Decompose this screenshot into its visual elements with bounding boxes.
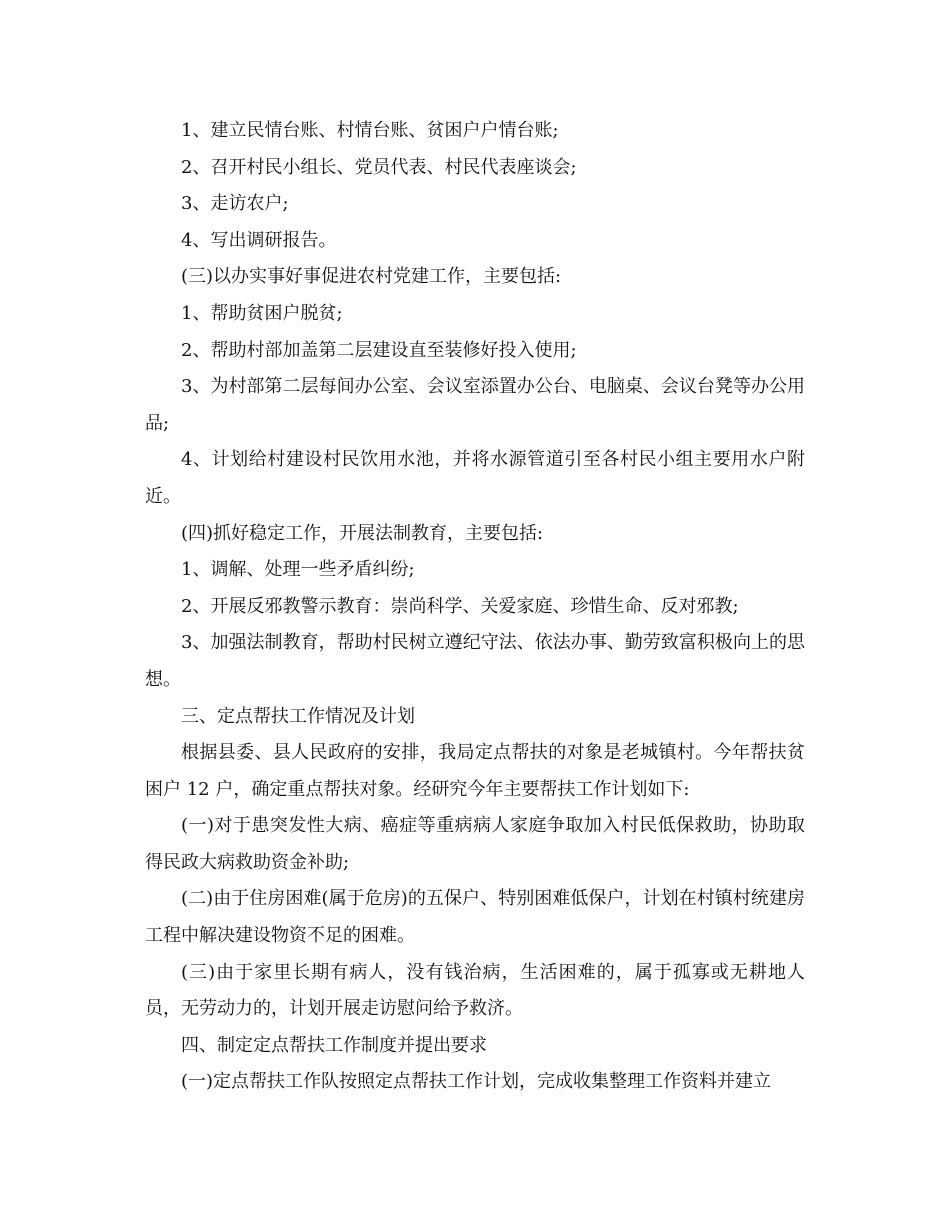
paragraph: (二)由于住房困难(属于危房)的五保户、特别困难低保户，计划在村镇村统建房工程中解决建设物资不足的困难。 [145, 888, 805, 947]
paragraph: 3、加强法制教育，帮助村民树立遵纪守法、依法办事、勤劳致富积极向上的思想。 [145, 632, 805, 690]
paragraph: 2、召开村民小组长、党员代表、村民代表座谈会; [181, 156, 577, 178]
section-heading: (四)抓好稳定工作，开展法制教育，主要包括: [181, 522, 544, 544]
section-heading: 三、定点帮扶工作情况及计划 [181, 705, 415, 727]
section-heading: 四、制定定点帮扶工作制度并提出要求 [181, 1034, 487, 1056]
paragraph: (一)定点帮扶工作队按照定点帮扶工作计划，完成收集整理工作资料并建立 [181, 1071, 772, 1093]
paragraph: 3、为村部第二层每间办公室、会议室添置办公台、电脑桌、会议台凳等办公用品; [145, 376, 805, 434]
paragraph: (三)由于家里长期有病人，没有钱治病，生活困难的，属于孤寡或无耕地人员，无劳动力的，计划开展走访慰问给予救济。 [145, 961, 805, 1020]
section-heading: (三)以办实事好事促进农村党建工作，主要包括: [181, 266, 562, 288]
paragraph: 4、计划给村建设村民饮用水池，并将水源管道引至各村民小组主要用水户附近。 [145, 449, 805, 507]
paragraph: 1、调解、处理一些矛盾纠纷; [181, 559, 415, 581]
paragraph: 1、帮助贫困户脱贫; [181, 302, 343, 324]
paragraph: 3、走访农户; [181, 193, 289, 215]
paragraph: 2、开展反邪教警示教育：崇尚科学、关爱家庭、珍惜生命、反对邪教; [181, 595, 739, 617]
paragraph: 1、建立民情台账、村情台账、贫困户户情台账; [181, 120, 559, 141]
document-body [145, 113, 805, 1101]
paragraph: (一)对于患突发性大病、癌症等重病病人家庭争取加入村民低保救助，协助取得民政大病救助资金补助; [145, 815, 805, 873]
paragraph: 根据县委、县人民政府的安排，我局定点帮扶的对象是老城镇村。今年帮扶贫困户 12 户，确定重点帮扶对象。经研究今年主要帮扶工作计划如下: [145, 742, 805, 800]
paragraph: 2、帮助村部加盖第二层建设直至装修好投入使用; [181, 339, 577, 361]
paragraph: 4、写出调研报告。 [181, 229, 337, 251]
